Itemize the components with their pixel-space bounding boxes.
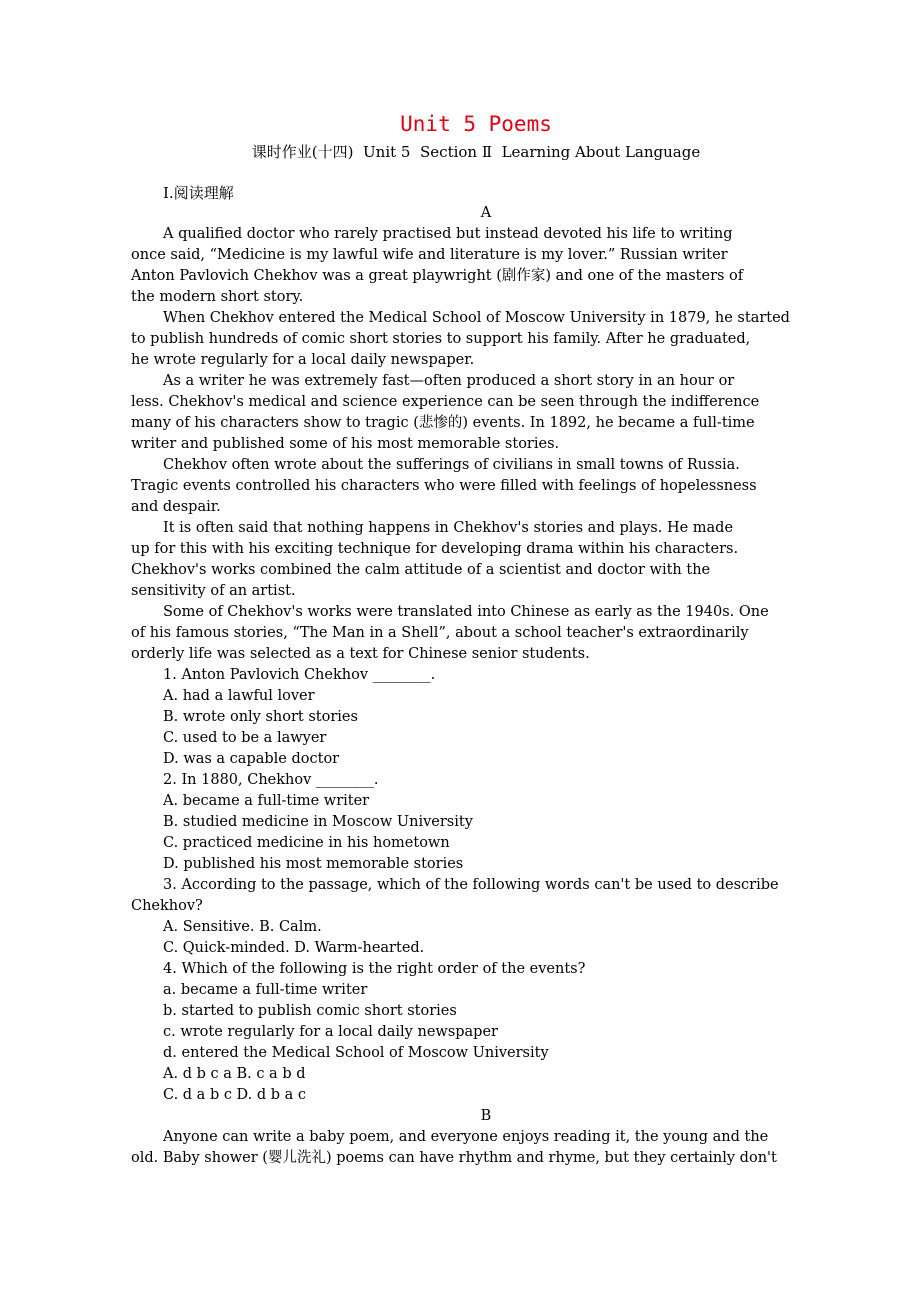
text-line: Chekhov's works combined the calm attitude of a scientist and doctor with the (131, 562, 711, 578)
text-line: C. practiced medicine in his hometown (163, 835, 450, 851)
text-line: Tragic events controlled his characters who were filled with feelings of hopelessness (131, 478, 757, 494)
text-line: c. wrote regularly for a local daily newspaper (163, 1024, 498, 1040)
text-line: orderly life was selected as a text for Chinese senior students. (131, 646, 590, 662)
text-line: D. published his most memorable stories (163, 856, 464, 872)
text-line: C. used to be a lawyer (163, 730, 327, 746)
text-line: A. Sensitive. B. Calm. (163, 919, 322, 935)
text-line: D. was a capable doctor (163, 751, 340, 767)
text-line: writer and published some of his most memorable stories. (131, 436, 560, 452)
text-line: d. entered the Medical School of Moscow University (163, 1045, 549, 1061)
text-line: a. became a full-time writer (163, 982, 368, 998)
text-line: of his famous stories, “The Man in a Shell”, about a school teacher's extraordinarily (131, 625, 749, 641)
text-line: Some of Chekhov's works were translated into Chinese as early as the 1940s. One (163, 604, 769, 620)
text-line: old. Baby shower (婴儿洗礼) poems can have rhythm and rhyme, but they certainly don't (131, 1150, 777, 1166)
text-line: B. wrote only short stories (163, 709, 358, 725)
text-line: Anyone can write a baby poem, and everyone enjoys reading it, the young and the (163, 1129, 769, 1145)
text-line: 4. Which of the following is the right order of the events? (163, 961, 586, 977)
text-line: A qualified doctor who rarely practised but instead devoted his life to writing (163, 226, 733, 242)
document-subtitle: 课时作业(十四) Unit 5 Section Ⅱ Learning About Language (251, 143, 701, 161)
text-line: less. Chekhov's medical and science experience can be seen through the indifference (131, 394, 760, 410)
text-line: b. started to publish comic short stories (163, 1003, 457, 1019)
passage-heading: B (480, 1108, 492, 1124)
text-line: B. studied medicine in Moscow University (163, 814, 473, 830)
text-line: to publish hundreds of comic short stories to support his family. After he graduated, (131, 331, 751, 347)
text-line: Chekhov often wrote about the sufferings of civilians in small towns of Russia. (163, 457, 740, 473)
text-line: and despair. (131, 499, 221, 515)
text-line: A. became a full-time writer (163, 793, 370, 809)
text-line: It is often said that nothing happens in Chekhov's stories and plays. He made (163, 520, 734, 536)
text-line: C. Quick-minded. D. Warm-hearted. (163, 940, 425, 956)
document-title: Unit 5 Poems (400, 112, 552, 136)
text-line: 1. Anton Pavlovich Chekhov ________. (163, 667, 436, 683)
passage-heading: A (480, 205, 492, 221)
text-line: the modern short story. (131, 289, 304, 305)
text-line: C. d a b c D. d b a c (163, 1087, 307, 1103)
text-line: 2. In 1880, Chekhov ________. (163, 772, 379, 788)
text-line: many of his characters show to tragic (悲惨的) events. In 1892, he became a full-time (131, 415, 755, 431)
text-line: A. d b c a B. c a b d (163, 1066, 306, 1082)
text-line: As a writer he was extremely fast—often produced a short story in an hour or (163, 373, 735, 389)
text-line: Chekhov? (131, 898, 203, 914)
text-line: once said, “Medicine is my lawful wife and literature is my lover.” Russian writer (131, 247, 728, 263)
text-line: Anton Pavlovich Chekhov was a great playwright (剧作家) and one of the masters of (131, 268, 744, 284)
text-line: A. had a lawful lover (163, 688, 315, 704)
section-heading: Ⅰ.阅读理解 (163, 184, 234, 202)
text-line: up for this with his exciting technique for developing drama within his characters. (131, 541, 739, 557)
text-line: sensitivity of an artist. (131, 583, 296, 599)
text-line: 3. According to the passage, which of the following words can't be used to describe (163, 877, 779, 893)
document-body (131, 203, 841, 1169)
text-line: When Chekhov entered the Medical School of Moscow University in 1879, he started (163, 310, 790, 326)
text-line: he wrote regularly for a local daily newspaper. (131, 352, 475, 368)
